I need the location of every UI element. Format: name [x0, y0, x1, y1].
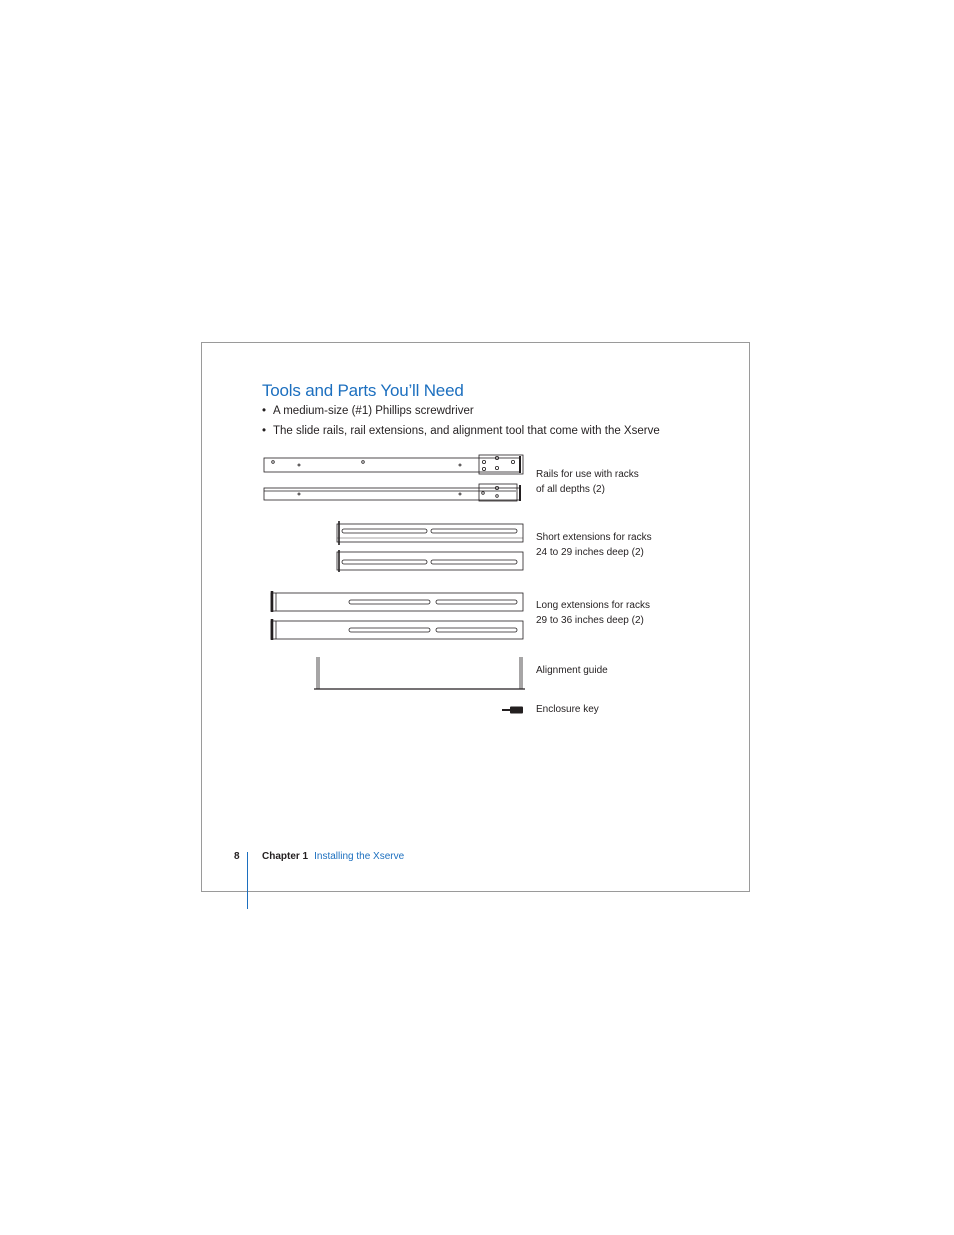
- chapter-label: Chapter 1: [262, 851, 309, 862]
- short-extensions-label-line1: Short extensions for racks: [536, 532, 652, 543]
- page-number: 8: [234, 851, 240, 862]
- long-extension-illustration: [271, 591, 523, 640]
- rails-label: [536, 468, 639, 497]
- short-extension-illustration: [337, 521, 523, 572]
- footer-divider: [247, 852, 248, 909]
- short-extensions-label-line2: 24 to 29 inches deep (2): [536, 546, 644, 558]
- alignment-guide-illustration: [314, 657, 525, 689]
- long-extensions-label: [536, 599, 650, 628]
- long-extensions-label-line2: 29 to 36 inches deep (2): [536, 614, 644, 626]
- long-extensions-label-line1: Long extensions for racks: [536, 600, 650, 611]
- rails-label-line1: Rails for use with racks: [536, 469, 639, 480]
- alignment-guide-label-text: Alignment guide: [536, 665, 608, 676]
- chapter-title: Installing the Xserve: [314, 851, 405, 862]
- enclosure-key-label-text: Enclosure key: [536, 704, 599, 715]
- alignment-guide-label: [536, 664, 608, 679]
- enclosure-key-icon: [502, 707, 523, 714]
- slide-rail-illustration: [264, 455, 523, 501]
- chapter-footer: [262, 851, 404, 862]
- section-heading: Tools and Parts You’ll Need: [262, 381, 464, 400]
- enclosure-key-label: [536, 703, 599, 718]
- rails-label-line2: of all depths (2): [536, 483, 605, 495]
- bullet-item-screwdriver: • A medium-size (#1) Phillips screwdriver: [262, 404, 660, 418]
- bullet-item-rails: • The slide rails, rail extensions, and alignment tool that come with the Xserve: [262, 424, 660, 438]
- short-extensions-label: [536, 531, 652, 560]
